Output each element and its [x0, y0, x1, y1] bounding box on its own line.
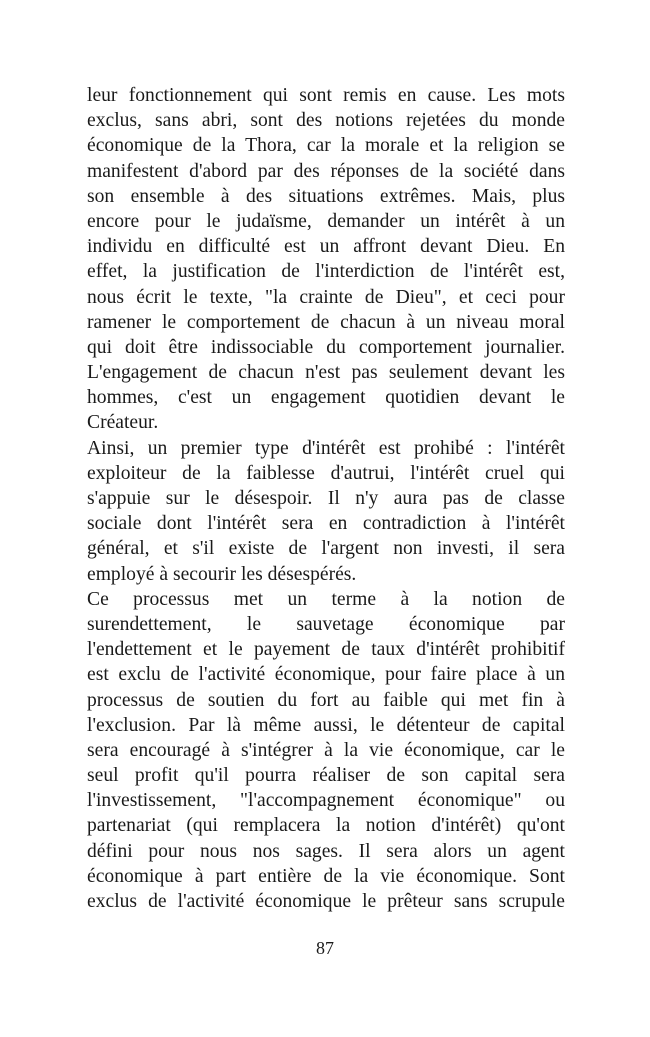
text-line: sera encouragé à s'intégrer à la vie économique, car le	[87, 739, 565, 761]
text-line: employé à secourir les désespérés.	[87, 563, 357, 585]
text-line: économique à part entière de la vie économique. Sont	[87, 865, 565, 887]
text-line: ramener le comportement de chacun à un niveau moral	[87, 311, 565, 333]
text-line: processus de soutien du fort au faible qui met fin à	[87, 689, 565, 711]
paragraph	[87, 436, 565, 587]
page-number: 87	[316, 938, 334, 958]
text-line: seul profit qu'il pourra réaliser de son capital sera	[87, 765, 565, 787]
text-line: exclus de l'activité économique le prêteur sans scrupule	[87, 891, 565, 912]
text-line: Créateur.	[87, 412, 159, 434]
text-line: L'engagement de chacun n'est pas seulement devant les	[87, 362, 565, 384]
text-line: Ce processus met un terme à la notion de	[87, 588, 565, 610]
text-line: partenariat (qui remplacera la notion d'intérêt) qu'ont	[87, 815, 565, 837]
paragraph	[87, 587, 565, 914]
text-line: nous écrit le texte, "la crainte de Dieu", et ceci pour	[87, 286, 565, 308]
text-line: qui doit être indissociable du comportement journalier.	[87, 336, 565, 358]
text-line: son ensemble à des situations extrêmes. Mais, plus	[87, 185, 565, 207]
text-line: manifestent d'abord par des réponses de la société dans	[87, 160, 565, 182]
body-text	[87, 83, 565, 914]
text-line: est exclu de l'activité économique, pour faire place à un	[87, 664, 565, 686]
text-line: individu en difficulté est un affront devant Dieu. En	[87, 236, 565, 258]
text-line: encore pour le judaïsme, demander un intérêt à un	[87, 210, 565, 232]
text-line: hommes, c'est un engagement quotidien devant le	[87, 387, 565, 409]
text-line: s'appuie sur le désespoir. Il n'y aura pas de classe	[87, 488, 565, 509]
paragraph	[87, 83, 565, 436]
text-line: sociale dont l'intérêt sera en contradiction à l'intérêt	[87, 513, 565, 535]
text-line: l'exclusion. Par là même aussi, le détenteur de capital	[87, 714, 565, 736]
text-line: Ainsi, un premier type d'intérêt est prohibé : l'intérêt	[87, 437, 565, 459]
text-line: surendettement, le sauvetage économique par	[87, 613, 565, 635]
text-line: exploiteur de la faiblesse d'autrui, l'intérêt cruel qui	[87, 462, 565, 484]
text-line: économique de la Thora, car la morale et la religion se	[87, 135, 565, 157]
text-line: effet, la justification de l'interdiction de l'intérêt est,	[87, 261, 565, 283]
text-line: exclus, sans abri, sont des notions rejetées du monde	[87, 110, 565, 132]
text-line: l'endettement et le payement de taux d'intérêt prohibitif	[87, 639, 565, 661]
text-line: général, et s'il existe de l'argent non investi, il sera	[87, 538, 565, 560]
text-line: leur fonctionnement qui sont remis en cause. Les mots	[87, 85, 565, 106]
text-line: l'investissement, "l'accompagnement économique" ou	[87, 790, 565, 812]
text-line: défini pour nous nos sages. Il sera alors un agent	[87, 840, 565, 862]
